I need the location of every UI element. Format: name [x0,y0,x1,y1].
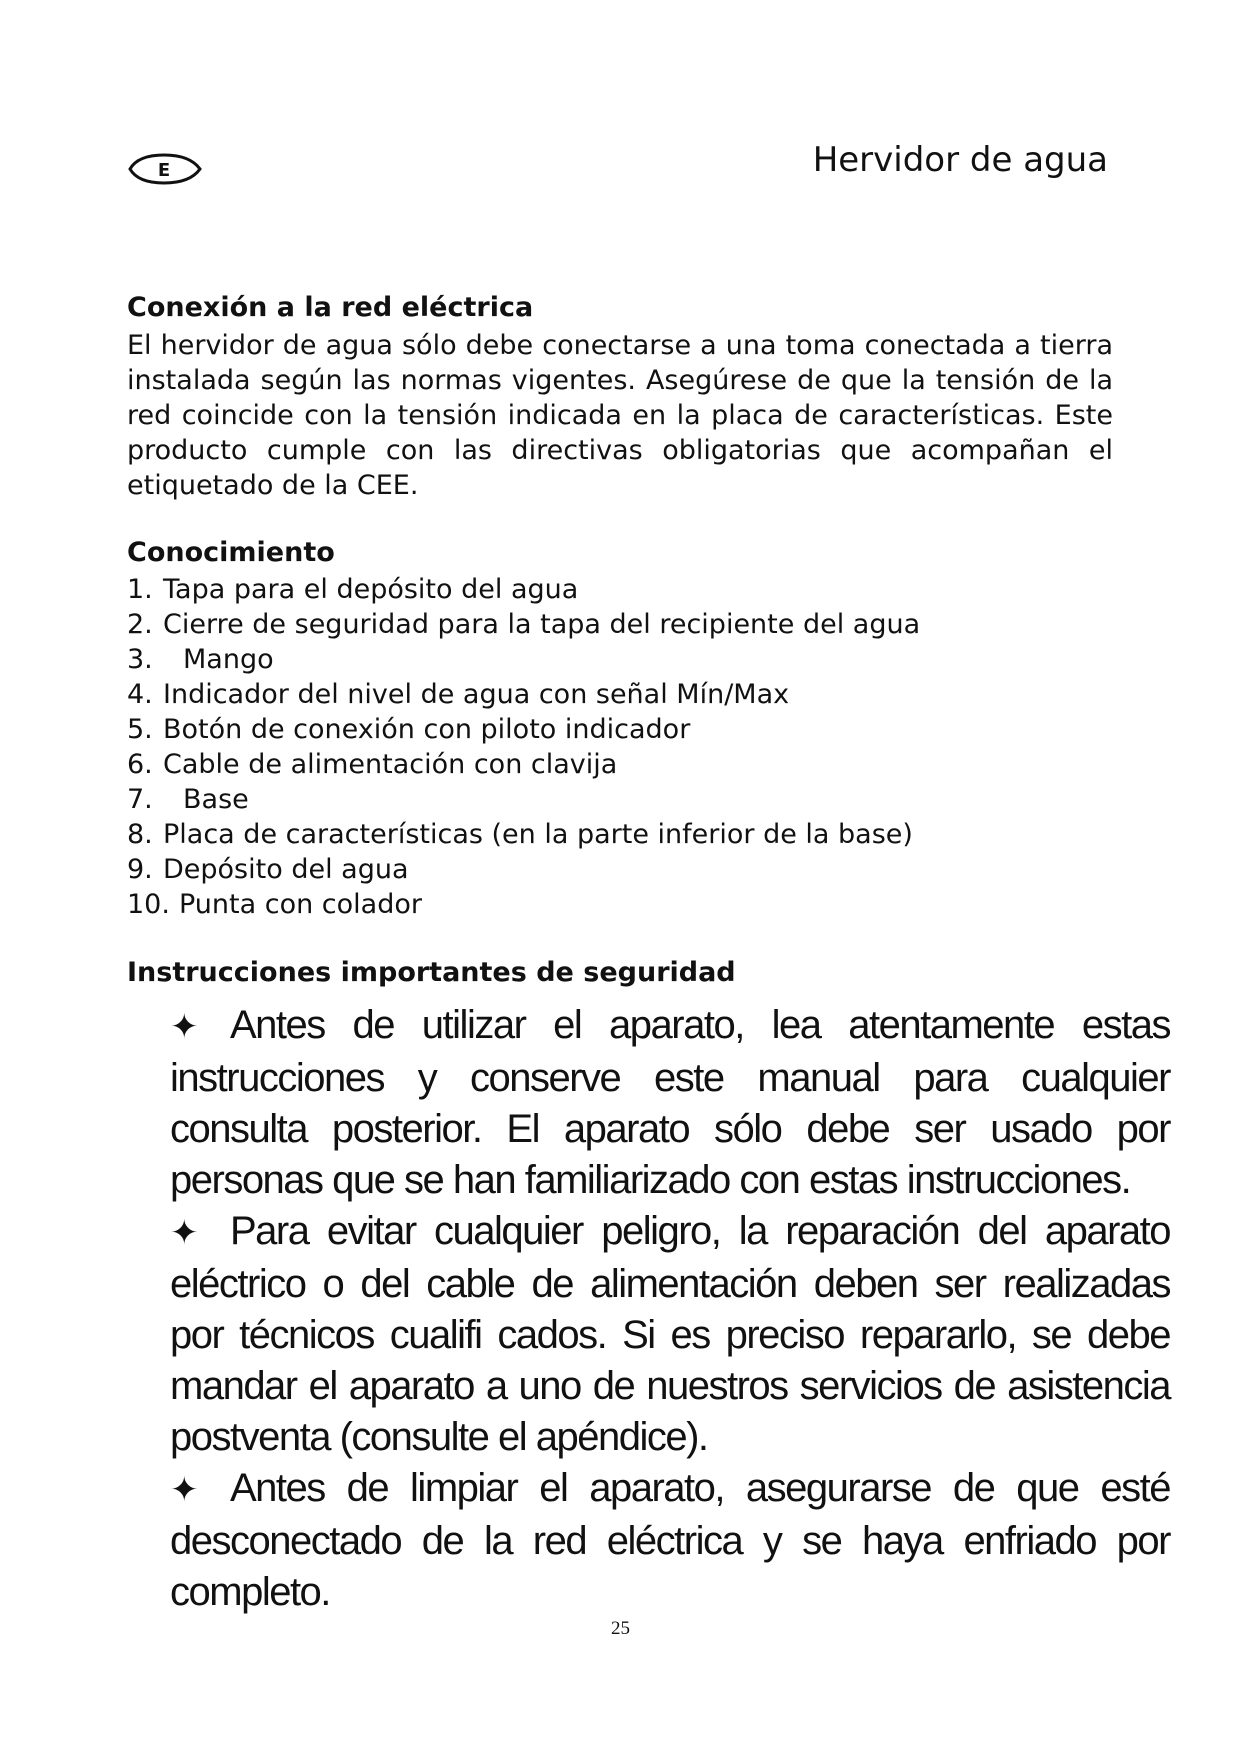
parts-list [127,572,1127,922]
list-item-text: Botón de conexión con piloto indicador [163,714,691,745]
safety-item [170,1463,1170,1618]
list-item [127,677,1127,712]
four-point-star-icon: ✦ [170,1008,199,1046]
safety-item-text: Para evitar cualquier peligro, la reparación del aparato eléctrico o del cable de alimentación deben ser realizadas por técnicos cualifi cados. Si es preciso repararlo, se debe mandar el aparato a uno de nuestros servicios de asistencia postventa (consulte el apéndice). [170,1209,1170,1459]
list-item-number: 3. [127,644,153,675]
safety-item-text: Antes de limpiar el aparato, asegurarse de que esté desconectado de la red eléctrica y se haya enfriado por completo. [170,1466,1170,1614]
list-item [127,642,1127,677]
list-item-text: Base [183,784,249,815]
safety-item-text: Antes de utilizar el aparato, lea atentamente estas instrucciones y conserve este manual para cualquier consulta posterior. El aparato sólo debe ser usado por personas que se han familiarizado con estas instrucciones. [170,1003,1170,1202]
list-item-text: Mango [183,644,274,675]
language-badge [124,151,204,187]
list-item [127,712,1127,747]
list-item [127,852,1127,887]
list-item-number: 8. [127,819,153,850]
safety-item [170,1000,1170,1206]
list-item-number: 4. [127,679,153,710]
list-item-number: 9. [127,854,153,885]
section-heading-conexion: Conexión a la red eléctrica [127,292,534,323]
page-title: Hervidor de agua [812,140,1108,180]
four-point-star-icon: ✦ [170,1214,199,1252]
language-badge-text: E [157,160,171,181]
list-item [127,887,1127,922]
list-item-number: 7. [127,784,153,815]
list-item-number: 5. [127,714,153,745]
list-item-text: Placa de características (en la parte inferior de la base) [163,819,913,850]
list-item-text: Punta con colador [179,889,422,920]
four-point-star-icon: ✦ [170,1471,199,1509]
safety-list [170,1000,1170,1618]
section-heading-conocimiento: Conocimiento [127,537,335,568]
list-item [127,747,1127,782]
section-heading-seguridad: Instrucciones importantes de seguridad [127,957,736,988]
list-item-text: Indicador del nivel de agua con señal Mín/Max [163,679,790,710]
page-number: 25 [611,1618,630,1639]
safety-item [170,1206,1170,1463]
list-item [127,817,1127,852]
list-item-number: 2. [127,609,153,640]
list-item [127,572,1127,607]
list-item-text: Cable de alimentación con clavija [163,749,618,780]
list-item-number: 10. [127,889,170,920]
list-item-text: Cierre de seguridad para la tapa del recipiente del agua [163,609,921,640]
list-item-number: 6. [127,749,153,780]
list-item-number: 1. [127,574,153,605]
list-item [127,782,1127,817]
list-item [127,607,1127,642]
conexion-paragraph: El hervidor de agua sólo debe conectarse a una toma conectada a tierra instalada según las normas vigentes. Asegúrese de que la tensión de la red coincide con la tensión indicada en la placa de características. Este producto cumple con las directivas obligatorias que acompañan el etiquetado de la CEE. [127,330,1113,501]
list-item-text: Tapa para el depósito del agua [163,574,579,605]
list-item-text: Depósito del agua [163,854,409,885]
